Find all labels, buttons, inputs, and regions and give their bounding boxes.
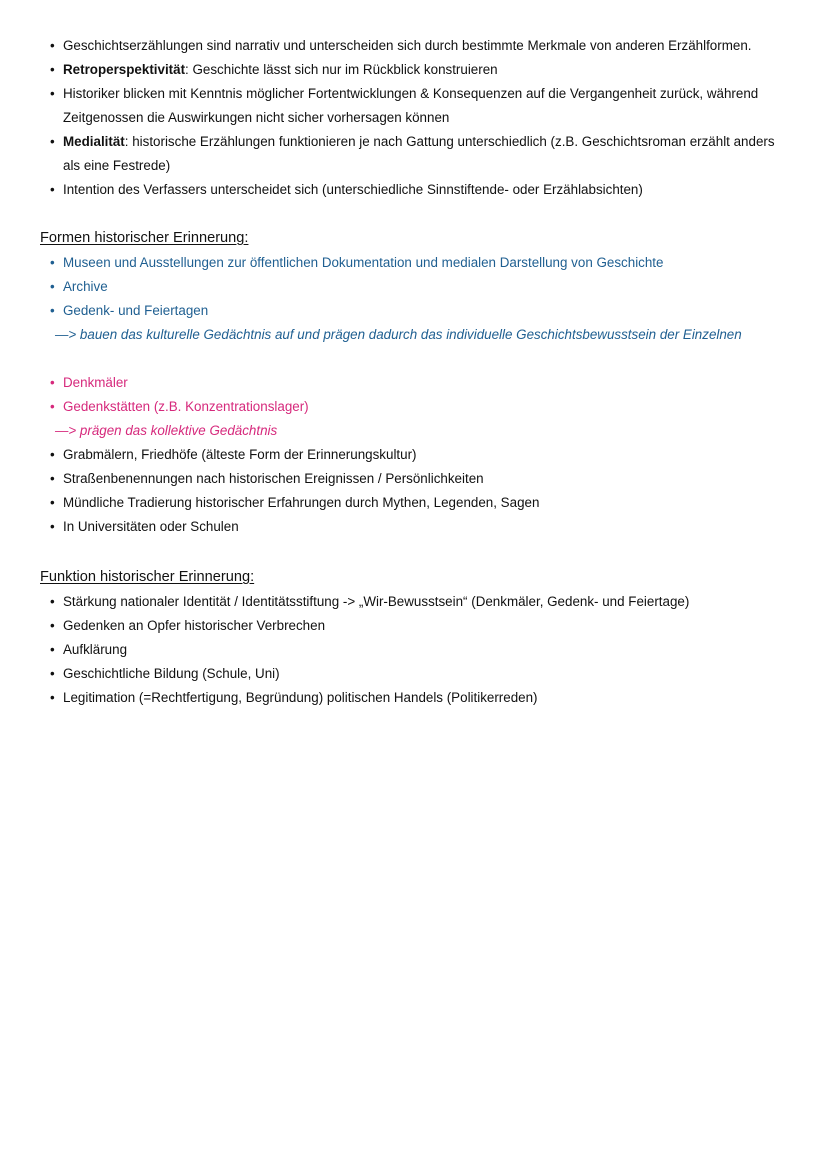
list-item xyxy=(0,130,828,178)
list-item-text: Archive xyxy=(63,279,108,294)
list-item-text: Stärkung nationaler Identität / Identitätsstiftung -> „Wir-Bewusstsein“ (Denkmäler, Gedenk- und Feiertage) xyxy=(63,594,690,609)
formen-pink-list xyxy=(0,371,828,419)
formen-heading: Formen historischer Erinnerung: xyxy=(40,230,249,246)
funktion-section xyxy=(0,590,828,710)
list-item xyxy=(0,443,828,467)
bullet-icon: • xyxy=(50,399,55,414)
list-item xyxy=(0,467,828,491)
bullet-icon: • xyxy=(50,255,55,270)
bullet-icon: • xyxy=(50,618,55,633)
pink-conclusion-note: —> prägen das kollektive Gedächtnis xyxy=(55,423,278,438)
blue-conclusion-note: —> bauen das kulturelle Gedächtnis auf und prägen dadurch das individuelle Geschichtsbewusstsein der Einzelnen xyxy=(55,327,742,342)
list-item xyxy=(0,662,828,686)
list-item-text: Geschichtserzählungen sind narrativ und unterscheiden sich durch bestimmte Merkmale von anderen Erzählformen. xyxy=(63,38,752,53)
list-item-text: Historiker blicken mit Kenntnis möglicher Fortentwicklungen & Konsequenzen auf die Vergangenheit zurück, während Zeitgenossen die Auswirkungen nicht sicher vorhersagen können xyxy=(63,86,759,125)
list-item-text: In Universitäten oder Schulen xyxy=(63,519,239,534)
list-item-text: Museen und Ausstellungen zur öffentlichen Dokumentation und medialen Darstellung von Geschichte xyxy=(63,255,664,270)
list-item xyxy=(0,515,828,539)
list-item-text: Intention des Verfassers unterscheidet sich (unterschiedliche Sinnstiftende- oder Erzählabsichten) xyxy=(63,182,643,197)
bullet-icon: • xyxy=(50,134,55,149)
bullet-icon: • xyxy=(50,375,55,390)
list-item-text: : Geschichte lässt sich nur im Rückblick konstruieren xyxy=(185,62,498,77)
bullet-icon: • xyxy=(50,594,55,609)
bullet-icon: • xyxy=(50,666,55,681)
list-item xyxy=(0,491,828,515)
list-item xyxy=(0,686,828,710)
list-item xyxy=(0,82,828,130)
list-item-text: Aufklärung xyxy=(63,642,128,657)
formen-blue-list xyxy=(0,251,828,323)
term-label: Medialität xyxy=(63,134,125,149)
list-item-text: Gedenk- und Feiertagen xyxy=(63,303,209,318)
bullet-icon: • xyxy=(50,519,55,534)
list-item-text: Straßenbenennungen nach historischen Ereignissen / Persönlichkeiten xyxy=(63,471,484,486)
list-item xyxy=(0,58,828,82)
list-item xyxy=(0,371,828,395)
bullet-icon: • xyxy=(50,642,55,657)
list-item xyxy=(0,251,828,275)
list-item-text: Geschichtliche Bildung (Schule, Uni) xyxy=(63,666,280,681)
bullet-icon: • xyxy=(50,86,55,101)
list-item-text: Mündliche Tradierung historischer Erfahrungen durch Mythen, Legenden, Sagen xyxy=(63,495,540,510)
bullet-icon: • xyxy=(50,495,55,510)
list-item-text: Grabmälern, Friedhöfe (älteste Form der Erinnerungskultur) xyxy=(63,447,417,462)
list-item xyxy=(0,299,828,323)
list-item-text: : historische Erzählungen funktionieren je nach Gattung unterschiedlich (z.B. Geschichtsroman erzählt anders als eine Festrede) xyxy=(63,134,775,173)
bullet-icon: • xyxy=(50,303,55,318)
list-item xyxy=(0,178,828,202)
formen-section xyxy=(0,251,828,539)
formen-black-list xyxy=(0,443,828,539)
list-item-text: Denkmäler xyxy=(63,375,128,390)
list-item-text: Legitimation (=Rechtfertigung, Begründung) politischen Handels (Politikerreden) xyxy=(63,690,538,705)
term-label: Retroperspektivität xyxy=(63,62,186,77)
list-item xyxy=(0,638,828,662)
intro-section xyxy=(0,34,828,202)
list-item xyxy=(0,34,828,58)
spacer xyxy=(0,347,828,371)
list-item-text: Gedenkstätten (z.B. Konzentrationslager) xyxy=(63,399,309,414)
intro-list xyxy=(0,34,828,202)
list-item-text: Gedenken an Opfer historischer Verbrechen xyxy=(63,618,326,633)
list-item xyxy=(0,590,828,614)
bullet-icon: • xyxy=(50,471,55,486)
funktion-list xyxy=(0,590,828,710)
list-item xyxy=(0,395,828,419)
bullet-icon: • xyxy=(50,447,55,462)
bullet-icon: • xyxy=(50,38,55,53)
list-item xyxy=(0,614,828,638)
bullet-icon: • xyxy=(50,62,55,77)
list-item xyxy=(0,275,828,299)
bullet-icon: • xyxy=(50,690,55,705)
funktion-heading: Funktion historischer Erinnerung: xyxy=(40,569,255,585)
bullet-icon: • xyxy=(50,279,55,294)
bullet-icon: • xyxy=(50,182,55,197)
